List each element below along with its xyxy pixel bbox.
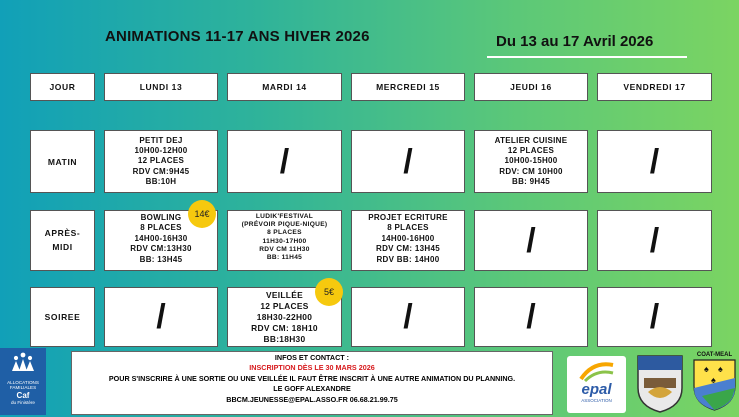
caf-line-allocations: ALLOCATIONS FAMILIALES [7, 380, 39, 391]
activity-apresmidi-mardi: LUDIK'FESTIVAL (PRÉVOIR PIQUE-NIQUE) 8 PLACES 11H30-17H00 RDV CM 11H30 BB: 11H45 [227, 210, 342, 271]
epal-logo [567, 356, 626, 413]
info-contact-details: BBCM.JEUNESSE@EPAL.ASSO.FR 06.68.21.99.75 [226, 394, 398, 404]
activity-apresmidi-vendredi: / [597, 210, 712, 271]
coat-meal-name: COAT-MEAL [696, 352, 733, 358]
coat-meal-logo [690, 352, 739, 415]
svg-text:♠: ♠ [704, 364, 709, 374]
activity-soiree-jeudi: / [474, 287, 588, 347]
municipal-crest-icon [634, 352, 686, 414]
info-contact-box [71, 351, 553, 415]
activity-matin-jeudi: ATELIER CUISINE 12 PLACES 10H00-15H00 RDV: CM 10H00 BB: 9H45 [474, 130, 588, 193]
info-heading: INFOS ET CONTACT : [274, 353, 350, 362]
activity-matin-lundi: PETIT DEJ 10H00-12H00 12 PLACES RDV CM:9H45 BB:10H [104, 130, 218, 193]
caf-logo [0, 348, 46, 415]
activity-matin-vendredi: / [597, 130, 712, 193]
header-jour: JOUR [30, 73, 95, 101]
period-apres-midi: APRÈS- MIDI [30, 210, 95, 271]
activity-soiree-vendredi: / [597, 287, 712, 347]
header-day-jeudi: JEUDI 16 [474, 73, 588, 101]
header-day-lundi: LUNDI 13 [104, 73, 218, 101]
date-range-text: Du 13 au 17 Avril 2026 [496, 33, 654, 50]
period-soiree: SOIREE [30, 287, 95, 347]
info-contact-name: LE GOFF ALEXANDRE [273, 384, 351, 394]
activity-apresmidi-jeudi: / [474, 210, 588, 271]
epal-subtitle: ASSOCIATION [581, 398, 612, 403]
header-day-mardi: MARDI 14 [227, 73, 342, 101]
activity-matin-mercredi: / [351, 130, 465, 193]
coat-meal-shield-icon [692, 358, 737, 412]
activity-apresmidi-lundi: BOWLING 8 PLACES 14H00-16H30 RDV CM:13H30 BB: 13H45 [104, 210, 218, 271]
activity-matin-mardi: / [227, 130, 342, 193]
page-title: ANIMATIONS 11-17 ANS HIVER 2026 [105, 28, 370, 45]
info-registration-date: INSCRIPTION DÈS LE 30 MARS 2026 [249, 363, 375, 373]
price-badge-bowling: 14€ [188, 200, 216, 228]
epal-swoosh-icon [577, 359, 617, 383]
activity-apresmidi-mercredi: PROJET ECRITURE 8 PLACES 14H00-16H00 RDV CM: 13H45 RDV BB: 14H00 [351, 210, 465, 271]
activity-soiree-mercredi: / [351, 287, 465, 347]
svg-text:♠: ♠ [718, 364, 723, 374]
header-day-vendredi: VENDREDI 17 [597, 73, 712, 101]
caf-line-finistere: du Finistère [10, 400, 35, 406]
date-range [487, 28, 687, 58]
price-badge-veillee: 5€ [315, 278, 343, 306]
activity-soiree-mardi: VEILLÉE 12 PLACES 18H30-22H00 RDV CM: 18H10 BB:18H30 [227, 287, 342, 347]
period-matin: MATIN [30, 130, 95, 193]
info-rule: POUR S'INSCRIRE À UNE SORTIE OU UNE VEILLÉE IL FAUT ÊTRE INSCRIT À UNE AUTRE ANIMATION DU PLANNING. [108, 373, 516, 383]
header-day-mercredi: MERCREDI 15 [351, 73, 465, 101]
svg-text:♠: ♠ [711, 375, 716, 385]
caf-line-caf: Caf [16, 391, 30, 401]
caf-people-icon [8, 351, 38, 373]
epal-wordmark: epal [581, 381, 612, 398]
activity-soiree-lundi: / [104, 287, 218, 347]
